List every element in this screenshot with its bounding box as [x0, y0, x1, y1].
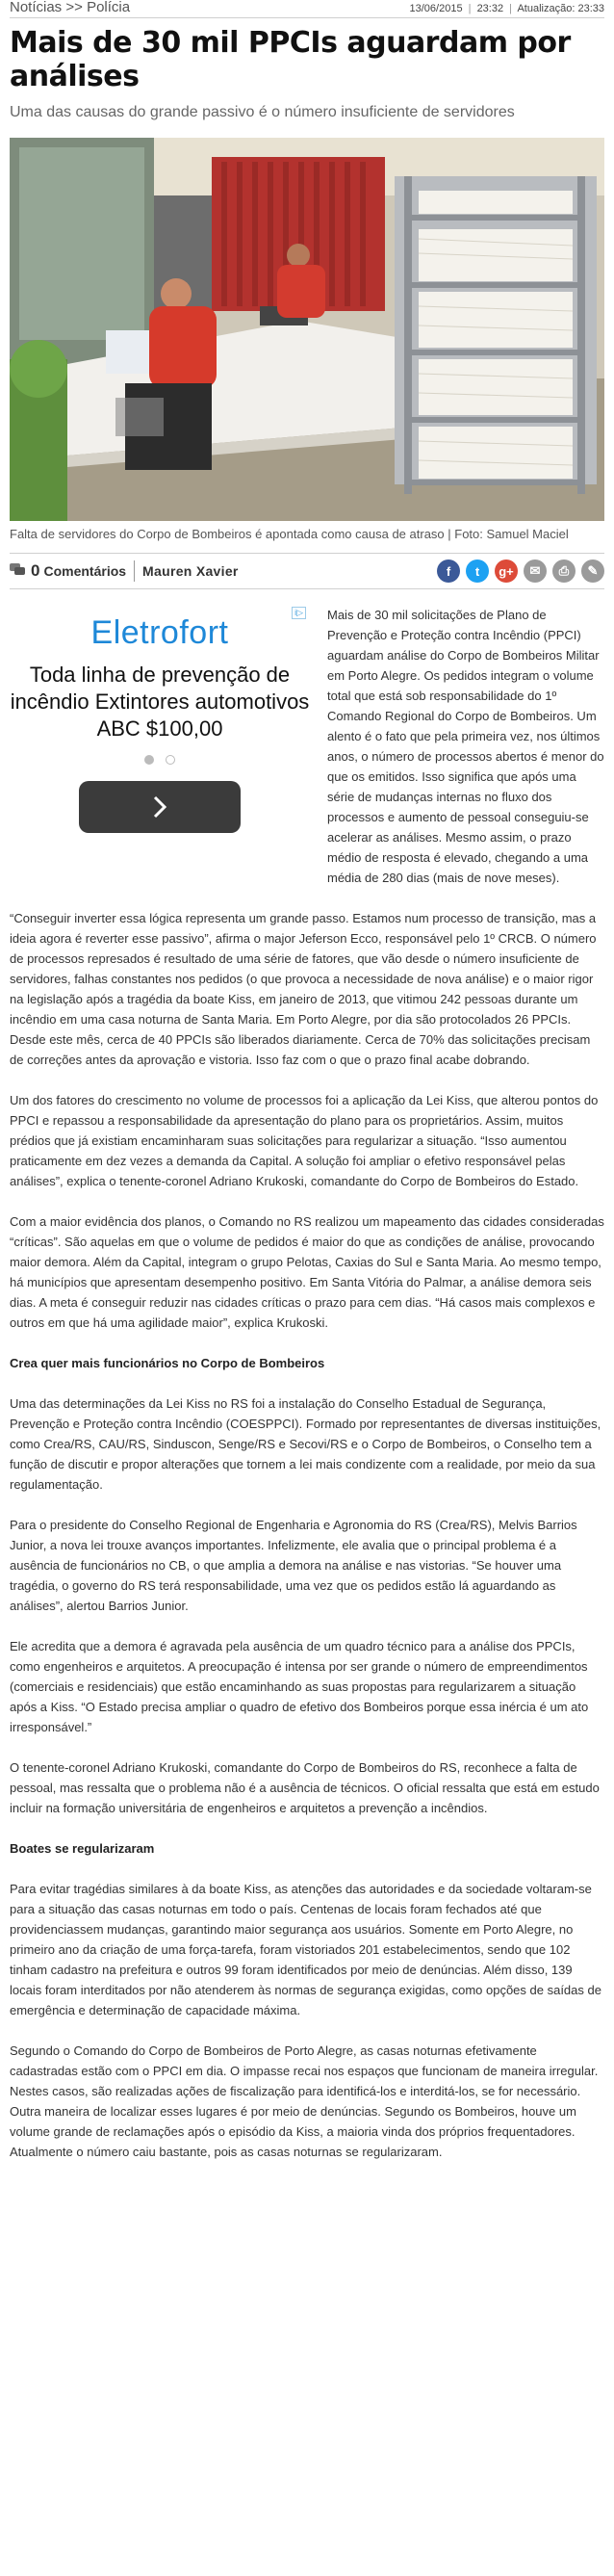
advertisement[interactable] [10, 605, 310, 863]
ad-text: Toda linha de prevenção de incêndio Extintores automotivos ABC $100,00 [10, 663, 310, 741]
section-heading: Crea quer mais funcionários no Corpo de Bombeiros [10, 1356, 325, 1370]
article-paragraph: Para evitar tragédias similares à da boate Kiss, as atenções das autoridades e da sociedade voltaram-se para a situação das casas noturnas em todo o país. Centenas de locais foram fechados até que providenciassem mudanças, garantindo maior segurança aos usuários. Somente em Porto Alegre, no primeiro ano da criação de uma força-tarefa, foram vistoriados 201 estabelecimentos, sendo que 102 tinham cadastro na prefeitura e outros 99 foram identificados por meio de denúncias. Além disso, 139 locais foram interditados por não atenderem às normas de segurança exigidas, como opções de saídas de emergência e determinação de capacidade máxima. [10, 1882, 601, 2017]
edit-icon[interactable]: ✎ [581, 559, 604, 583]
article-subtitle: Uma das causas do grande passivo é o número insuficiente de servidores [10, 104, 515, 120]
ad-info-badge[interactable]: i▷ [292, 607, 306, 619]
breadcrumb-section-link[interactable]: Notícias [10, 0, 63, 15]
date-separator: | [509, 3, 513, 14]
print-icon[interactable]: ⎙ [552, 559, 576, 583]
section-heading: Boates se regularizaram [10, 1841, 155, 1856]
comments-count: 0 [31, 561, 40, 580]
comments-link[interactable] [10, 560, 135, 582]
article-photo [10, 138, 604, 521]
article-meta-bar [10, 553, 604, 589]
publish-date: 13/06/2015 [409, 3, 463, 14]
chevron-right-icon [152, 794, 167, 820]
email-icon[interactable]: ✉ [524, 559, 547, 583]
breadcrumb [10, 0, 130, 15]
date-separator: | [468, 3, 472, 14]
carousel-dot[interactable] [166, 755, 175, 765]
ad-brand: Eletrofort [90, 614, 229, 651]
article-paragraph: Segundo o Comando do Corpo de Bombeiros de Porto Alegre, as casas noturnas efetivamente cadastradas estão com o PPCI em dia. O impasse recai nos espaços que funcionam de maneira irregular. Nestes casos, são realizadas ações de fiscalização para identificá-los e interditá-los, se for necessário. Outra maneira de localizar esses lugares é por meio de denúncias. Segundo os Bombeiros, houve um volume grande de reclamações após o episódio da Kiss, a maioria vinda dos próprios frequentadores. Atualmente o número caiu bastante, pois as casas noturnas se regularizaram. [10, 2043, 599, 2159]
updated-time: 23:33 [577, 3, 604, 14]
facebook-icon[interactable]: f [437, 559, 460, 583]
comments-label: Comentários [43, 563, 127, 579]
ad-next-button[interactable] [79, 781, 241, 833]
article-paragraph: O tenente-coronel Adriano Krukoski, comandante do Corpo de Bombeiros do RS, reconhece a falta de pessoal, mas ressalta que o problema não é a ausência de técnicos. O oficial ressalta que está em estudo incluir na formação universitária de engenheiros e arquitetos a prevenção a incêndios. [10, 1760, 600, 1815]
article-title: Mais de 30 mil PPCIs aguardam por análises [10, 26, 571, 93]
breadcrumb-separator: >> [65, 0, 83, 15]
twitter-icon[interactable]: t [466, 559, 489, 583]
article-paragraph: Um dos fatores do crescimento no volume de processos foi a aplicação da Lei Kiss, que alterou pontos do PPCI e repassou a responsabilidade da apresentação do plano para os proprietários. Assim, muitos prédios que já existiam encaminharam suas solicitações para regularizar a situação. “Isso aumentou praticamente em dez vezes a demanda da Capital. A solução foi ampliar o efetivo responsável pelas análises”, explica o tenente-coronel Adriano Krukoski, comandante do Corpo de Bombeiros do Estado. [10, 1093, 599, 1188]
article-paragraph: Para o presidente do Conselho Regional de Engenharia e Agronomia do RS (Crea/RS), Melvis Barrios Junior, a nova lei trouxe avanços importantes. Infelizmente, ele avalia que o principal problema é a ausência de funcionários no CB, o que amplia a demora na análise e nas vistorias. “Se houver uma tragédia, o governo do RS terá responsabilidade, uma vez que os pedidos estão lá aguardando as análises”, alertou Barrios Junior. [10, 1518, 577, 1613]
comments-icon [10, 563, 25, 580]
google-plus-icon[interactable]: g+ [495, 559, 518, 583]
article-body [10, 605, 604, 2162]
article-paragraph: “Conseguir inverter essa lógica representa um grande passo. Estamos num processo de transição, mas a ideia agora é reverter esse passivo”, afirma o major Jeferson Ecco, responsável pelo 1º CRCB. O número de processos represados é resultado de uma série de fatores, que vão desde o número insuficiente de servidores, falhas constantes nos pedidos (o que provoca a necessidade de nova análise) e o maior rigor na legislação após a tragédia da boate Kiss, em janeiro de 2013, que vitimou 242 pessoas durante um incêndio em uma casa noturna de Santa Maria. Em Porto Alegre, por dia são protocolados 26 PPCIs. Desde este mês, cerca de 40 PPCIs são liberados diariamente. Cerca de 70% das solicitações precisam de correções antes da aprovação e vistoria. Isso faz com o que o prazo final acabe dobrando. [10, 911, 597, 1067]
ad-carousel-dots [10, 752, 310, 769]
article-paragraph: Ele acredita que a demora é agravada pela ausência de um quadro técnico para a análise dos PPCIs, como engenheiros e arquitetos. A preocupação é intensa por ser grande o número de empreendimentos (comerciais e residenciais) que estão encaminhando as suas propostas para regularizarem a situação após a Kiss. “O Estado precisa ampliar o quadro de efetivo dos Bombeiros porque essa inércia é um ato irresponsável.” [10, 1639, 589, 1734]
author-name: Mauren Xavier [142, 563, 239, 579]
photo-caption: Falta de servidores do Corpo de Bombeiros é apontada como causa de atraso | Foto: Samuel Maciel [10, 527, 569, 541]
publish-dates [410, 2, 604, 15]
article-paragraph: Uma das determinações da Lei Kiss no RS foi a instalação do Conselho Estadual de Segurança, Prevenção e Proteção contra Incêndio (COESPPCI). Formado por representantes de diversas instituições, como Crea/RS, CAU/RS, Sinduscon, Senge/RS e Secovi/RS e o Corpo de Bombeiros, o Conselho tem a função de discutir e propor alterações que tornem a lei mais condizente com a realidade, por meio da sua regulamentação. [10, 1396, 601, 1492]
carousel-dot[interactable] [144, 755, 154, 765]
updated-label: Atualização: [517, 3, 576, 14]
top-bar [10, 0, 604, 18]
share-buttons [437, 559, 604, 583]
publish-time: 23:32 [476, 3, 504, 14]
article-paragraph: Mais de 30 mil solicitações de Plano de Prevenção e Proteção contra Incêndio (PPCI) aguardam análise do Corpo de Bombeiros Militar em Porto Alegre. Os pedidos integram o volume total que está sob responsabilidade do 1º Comando Regional do Corpo de Bombeiros. Um alento é o fato que pela primeira vez, nos últimos anos, o número de processos abertos é menor do que os emitidos. Isso significa que após uma série de mudanças internas no fluxo dos processos e aumento de pessoal conseguiu-se acelerar as análises. Mesmo assim, o prazo médio de resposta é elevado, chegando a uma média de 280 dias (mais de nove meses). [327, 608, 604, 885]
article-paragraph: Com a maior evidência dos planos, o Comando no RS realizou um mapeamento das cidades consideradas “críticas”. São aquelas em que o volume de pedidos é maior do que as condições de análise, provocando maior demora. Além da Capital, integram o grupo Pelotas, Caxias do Sul e Santa Maria. Ao mesmo tempo, há municípios que apresentam desempenho positivo. Em Santa Vitória do Palmar, a análise demora seis dias. A meta é conseguir reduzir nas cidades críticas o prazo para cem dias. “Há casos mais complexos e outros em que há uma agilidade maior”, explica Krukoski. [10, 1214, 604, 1330]
breadcrumb-subsection-link[interactable]: Polícia [87, 0, 131, 15]
